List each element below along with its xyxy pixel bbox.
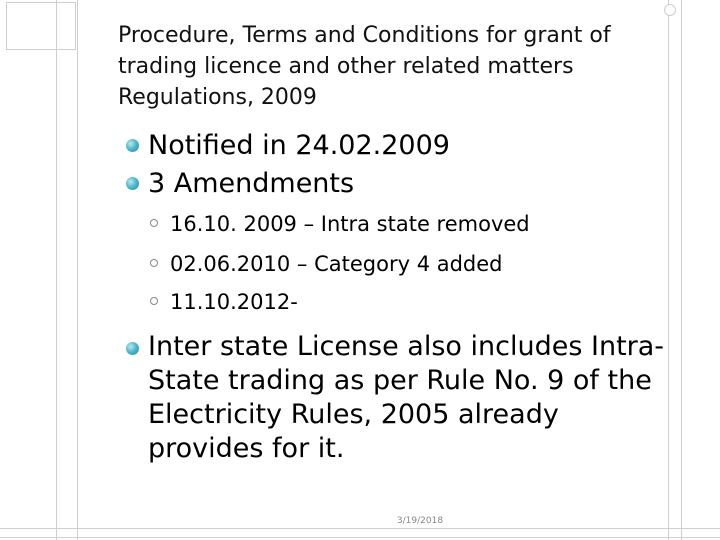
decorative-corner-circle (664, 4, 676, 16)
ring-bullet-icon (150, 219, 158, 227)
bullet-dot-icon (126, 342, 139, 355)
sub-bullet-text: 11.10.2012- (170, 290, 298, 314)
sub-bullet-text: 02.06.2010 – Category 4 added (170, 252, 503, 276)
bullet-dot-icon (126, 177, 139, 190)
ring-bullet-icon (150, 297, 158, 305)
sub-bullet-item (150, 211, 530, 237)
bullet-paragraph: Inter state License also includes Intra-State trading as per Rule No. 9 of the Electricity Rules, 2005 already provides for it. (148, 331, 665, 464)
slide-title: Procedure, Terms and Conditions for grant of trading licence and other related matters Regulations, 2009 (118, 23, 611, 110)
bullet-text: Notified in 24.02.2009 (148, 130, 450, 161)
footer-date: 3/19/2018 (396, 516, 444, 526)
ring-bullet-icon (150, 259, 158, 267)
decorative-frame-bottom (0, 528, 720, 538)
decorative-frame-left (56, 0, 78, 540)
bullet-text: 3 Amendments (148, 168, 355, 199)
sub-bullet-item (150, 289, 298, 315)
bullet-dot-icon (126, 139, 139, 152)
sub-bullet-item (150, 251, 503, 277)
sub-bullet-text: 16.10. 2009 – Intra state removed (170, 212, 530, 236)
